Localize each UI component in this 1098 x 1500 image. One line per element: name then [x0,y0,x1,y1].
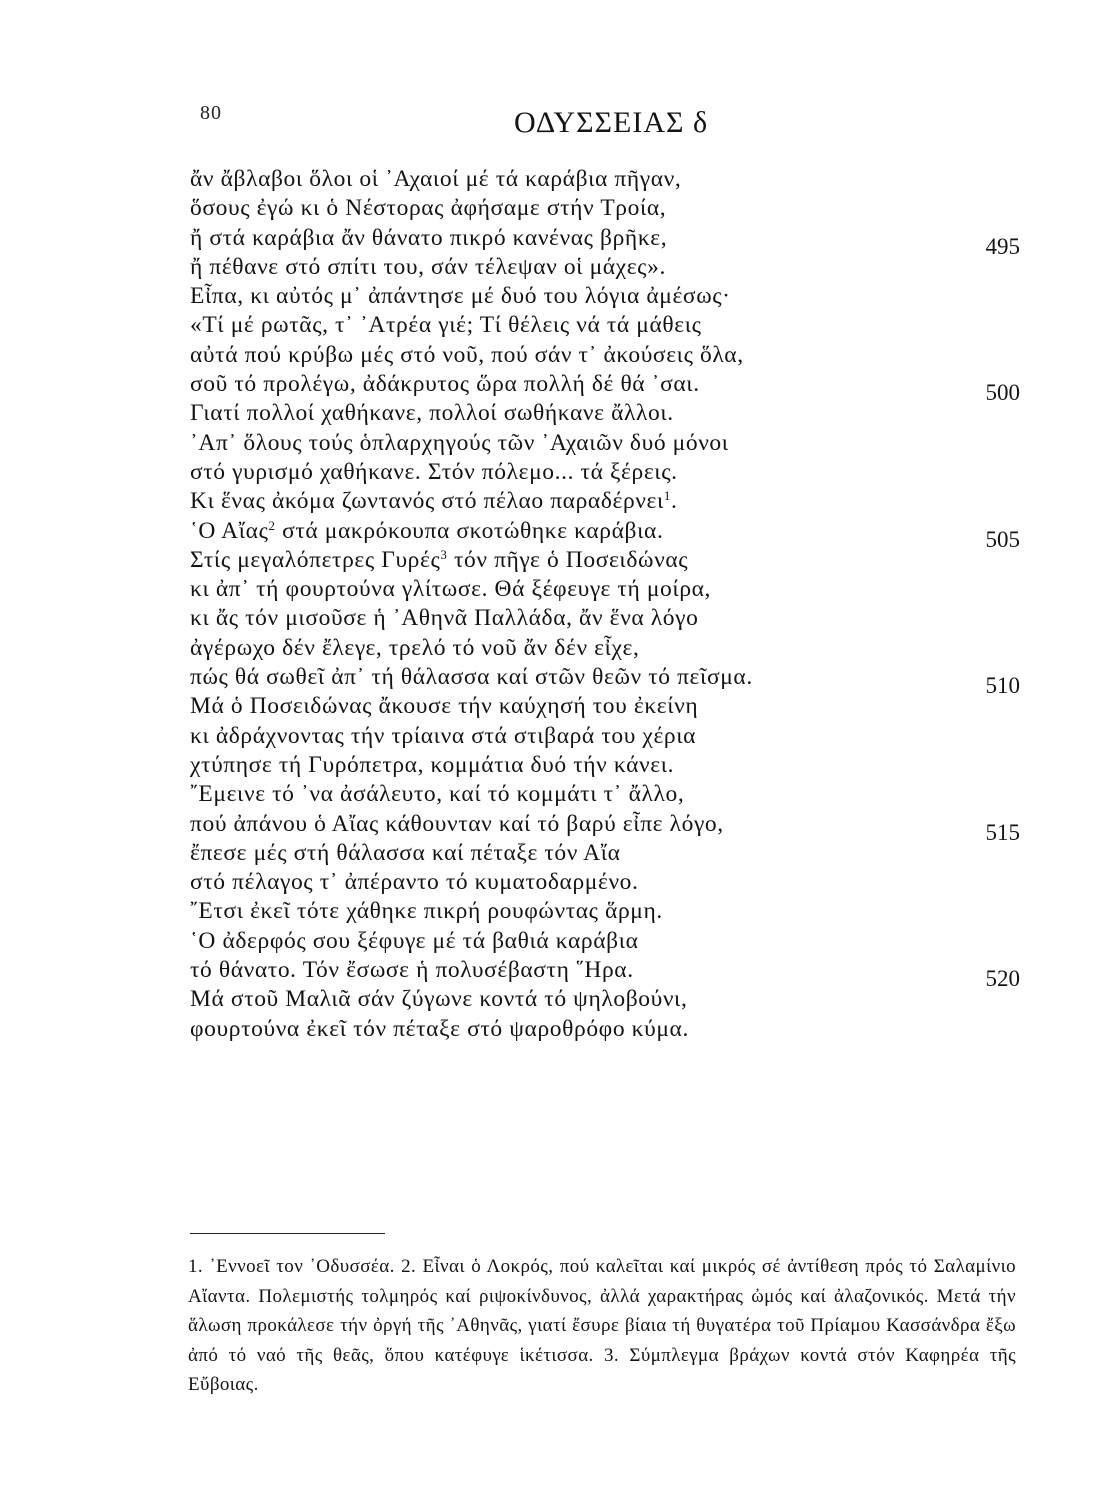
line-number: 510 [985,673,1020,699]
verse-line [190,839,1030,868]
verse-text-main: Μά στοῦ Μαλιᾶ σάν ζύγωνε κοντά τό ψηλοβούνι, [190,986,688,1013]
verse-text [190,546,688,575]
verse-text [190,517,663,546]
verse-text-main: πού ἀπάνου ὁ Αἴας κάθουνταν καί τό βαρύ εἶπε λόγο, [190,810,724,837]
verse-line [190,897,1030,926]
verse-line [190,604,1030,633]
verse-line [190,810,1030,845]
verse-line [190,575,1030,604]
verse-text [190,780,684,809]
verse-text [190,458,678,487]
verse-line [190,868,1030,897]
footnote-text: 1. ᾿Εννοεῖ τον ᾿Οδυσσέα. 2. Εἶναι ὁ Λοκρός, πού καλεῖται καί μικρός σέ ἀντίθεση πρός τό Σαλαμίνιο Αἴαντα. Πολεμιστής τολμηρός καί ριψοκίνδυνος, ἀλλά χαρακτήρας ὠμός καί ἀλαζονικός. Μετά τήν ἅλωση προκάλεσε τήν ὀργή τῆς ᾿Αθηνᾶς, γιατί ἔσυρε βίαια τή θυγατέρα τοῦ Πρίαμου Κασσάνδρα ἔξω ἀπό τό ναό τῆς θεᾶς, ὅπου κατέφυγε ἱκέτισσα. 3. Σύμπλεγμα βράχων κοντά στόν Καφηρέα τῆς Εὔβοιας. [188,1256,1016,1395]
verse-line [190,985,1030,1014]
verse-text [190,751,674,780]
verse-line [190,487,1030,516]
verse-text-main: κι ἄς τόν μισοῦσε ἡ ᾿Αθηνᾶ Παλλάδα, ἄν ἕνα λόγο [190,605,699,632]
verse-text [190,722,696,751]
verse-text [190,810,724,839]
verse-text [190,604,698,633]
verse-line [190,546,1030,575]
verse-text [190,868,639,897]
verse-line [190,927,1030,956]
running-head-title: ΟΔΥΣΣΕΙΑΣ δ [514,106,709,139]
footnote-marker: 1 [663,488,672,504]
verse-text-main: ῎Ετσι ἐκεῖ τότε χάθηκε πικρή ρουφώντας ἅρμη. [190,898,663,925]
verse-text [190,634,640,663]
line-number: 515 [985,819,1020,845]
verse-text-main: ἄν ἄβλαβοι ὅλοι οἱ ᾿Αχαιοί μέ τά καράβια πῆγαν, [190,166,682,192]
verse-text [190,956,634,985]
line-number: 520 [985,966,1020,992]
verse-line [190,663,1030,699]
verse-text-continued: . [671,488,678,515]
verse-line [190,399,1030,428]
verse-text-main: Στίς μεγαλόπετρες Γυρές [190,546,441,573]
verse-text [190,692,698,721]
footnote-marker: 3 [440,546,448,562]
verse-text [190,575,711,604]
verse-text-main: ῎Εμεινε τό ᾿να ἀσάλευτο, καί τό κομμάτι τ᾿ ἄλλο, [190,781,685,808]
verse-text-main: κι ἀδράχνοντας τήν τρίαινα στά στιβαρά του χέρια [190,722,697,749]
verse-text [190,341,744,370]
footnote-marker: 2 [268,517,276,533]
verse-line [190,224,1030,259]
verse-line [190,517,1030,552]
verse-line [190,194,1030,223]
verse-text [190,165,681,194]
verse-text [190,927,639,956]
verse-text [190,194,666,223]
verse-text [190,985,687,1014]
verse-text-main: ῾Ο Αἴας [190,517,269,544]
line-number: 495 [985,233,1020,259]
verse-text-main: ῾Ο ἀδερφός σου ξέφυγε μέ τά βαθιά καράβια [190,927,639,954]
verse-text-main: Γιατί πολλοί χαθήκανε, πολλοί σωθήκανε ἄλλοι. [190,400,674,427]
verse-line [190,692,1030,721]
verse-text-main: ἀγέρωχο δέν ἔλεγε, τρελό τό νοῦ ἄν δέν εἶχε, [190,634,640,661]
verse-text-main: ἤ στά καράβια ἄν θάνατο πικρό κανένας βρῆκε, [190,224,668,251]
verse-text-main: στό πέλαγος τ᾿ ἀπέραντο τό κυματοδαρμένο. [190,869,639,896]
verse-text-main: ἤ πέθανε στό σπίτι του, σάν τέλεψαν οἱ μάχες». [190,253,666,280]
verse-text-main: τό θάνατο. Τόν ἔσωσε ἡ πολυσέβαστη ῞Ηρα. [190,957,634,984]
verse-text [190,253,666,282]
verse-text [190,311,702,340]
verse-line [190,282,1030,311]
verse-text-continued: τόν πῆγε ὁ Ποσειδώνας [447,546,689,573]
verse-text-main: αὐτά πού κρύβω μές στό νοῦ, πού σάν τ᾿ ἀκούσεις ὅλα, [190,341,744,368]
verse-text-main: Κι ἕνας ἀκόμα ζωντανός στό πέλαο παραδέρνει [190,488,664,515]
verse-text [190,370,700,399]
verse-line [190,370,1030,406]
verse-text-main: Εἶπα, κι αὐτός μ᾿ ἀπάντησε μέ δυό του λόγια ἀμέσως· [190,283,731,310]
line-number: 500 [985,380,1020,406]
verse-text [190,224,667,253]
verse-line [190,751,1030,780]
verse-text [190,282,731,311]
verse-line [190,722,1030,751]
verse-line [190,780,1030,809]
line-number: 505 [985,526,1020,552]
verse-text [190,399,674,428]
verse-line [190,429,1030,458]
verse-line [190,311,1030,340]
verse-line [190,253,1030,282]
verse-text [190,897,663,926]
verse-text [190,429,729,458]
verse-line [190,634,1030,663]
verse-line [190,165,1030,194]
verse-text-main: κι ἀπ᾿ τή φουρτούνα γλίτωσε. Θά ξέφευγε τή μοίρα, [190,576,712,603]
verse-text [190,839,621,868]
verse-text-main: «Τί μέ ρωτᾶς, τ᾿ ᾿Ατρέα γιέ; Τί θέλεις νά τά μάθεις [190,312,702,339]
verse-text-main: φουρτούνα ἐκεῖ τόν πέταξε στό ψαροθρόφο κύμα. [190,1015,689,1042]
verse-text [190,487,678,516]
verse-text-main: στό γυρισμό χαθήκανε. Στόν πόλεμο... τά ξέρεις. [190,458,678,485]
verse-line [190,341,1030,370]
verse-text-main: πώς θά σωθεῖ ἀπ᾿ τή θάλασσα καί στῶν θεῶν τό πεῖσμα. [190,664,753,691]
page-number: 80 [200,102,222,124]
verse-line [190,956,1030,992]
verse-text-main: ὅσους ἐγώ κι ὁ Νέστορας ἀφήσαμε στήν Τροία, [190,195,667,222]
verse-text [190,1015,689,1044]
verse-block [190,165,1030,1044]
verse-text-main: ἔπεσε μές στή θάλασσα καί πέταξε τόν Αἴα [190,839,621,866]
verse-text [190,663,753,692]
verse-text-main: σοῦ τό προλέγω, ἀδάκρυτος ὥρα πολλή δέ θά ᾿σαι. [190,371,700,398]
verse-text-continued: στά μακρόκουπα σκοτώθηκε καράβια. [275,517,664,544]
verse-text-main: χτύπησε τή Γυρόπετρα, κομμάτια δυό τήν κάνει. [190,751,675,778]
verse-line [190,1015,1030,1044]
verse-text-main: ᾿Απ᾿ ὅλους τούς ὁπλαρχηγούς τῶν ᾿Αχαιῶν δυό μόνοι [190,429,729,456]
footnote-divider [190,1233,385,1234]
verse-text-main: Μά ὁ Ποσειδώνας ἄκουσε τήν καύχησή του ἐκείνη [190,693,699,720]
verse-line [190,458,1030,487]
